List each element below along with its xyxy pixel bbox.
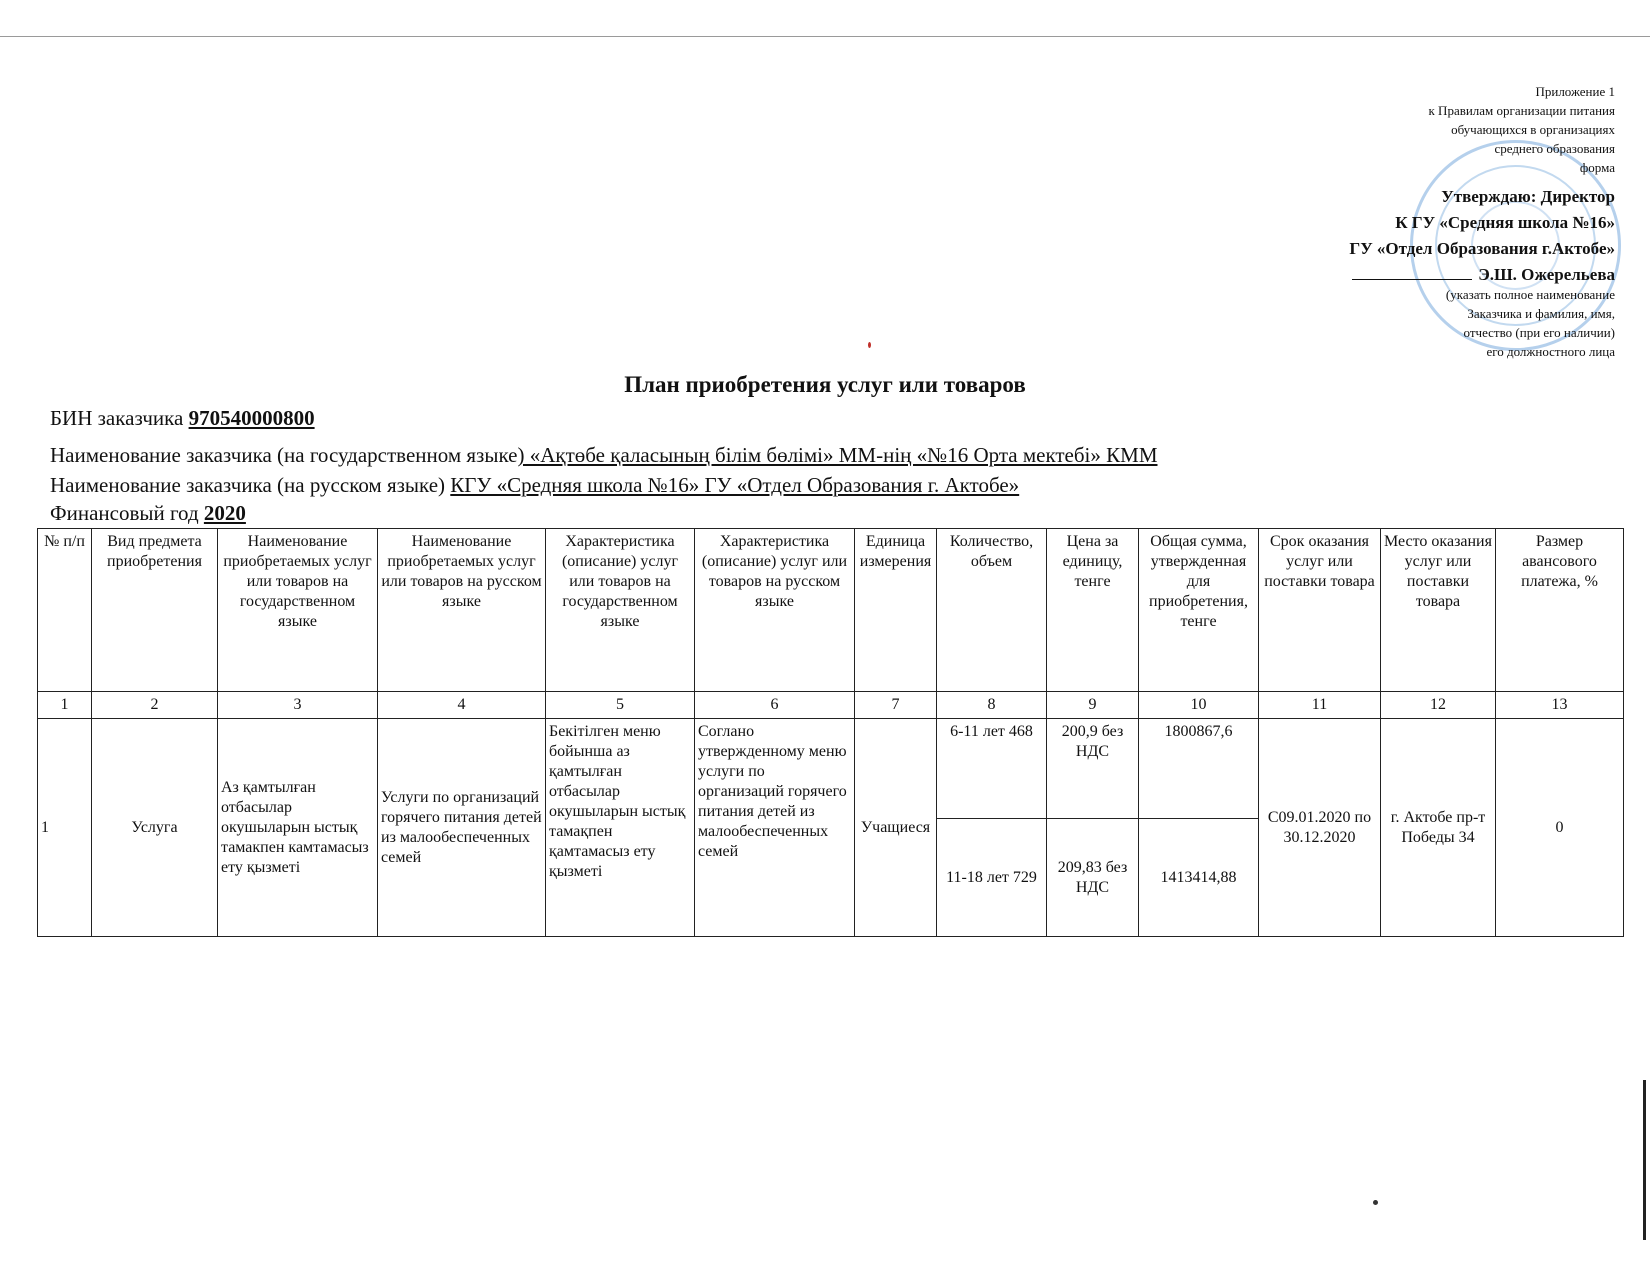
column-number: 11 [1259,692,1381,719]
approval-note-line: (указать полное наименование [1445,287,1615,302]
purchase-plan-table [37,528,1624,937]
name-kz: Аз қамтылған отбасылар окушыларын ыстық тамакпен камтамасыз ету қызметі [218,719,378,937]
signature-line [1352,279,1472,280]
approval-note-line: Заказчика и фамилия, имя, [1467,306,1615,321]
appendix-line: среднего образования [1494,141,1615,156]
approval-line: К ГУ «Средняя школа №16» [1395,213,1615,232]
header-cell: Единица измерения [855,529,937,692]
name-kz-label: Наименование заказчика (на государственном языке [50,443,518,467]
financial-year [50,499,246,527]
unit-price-1: 200,9 без НДС [1047,719,1139,819]
column-number: 2 [92,692,218,719]
customer-bin [50,404,315,432]
header-cell: Характеристика (описание) услуг или товаров на русском языке [695,529,855,692]
appendix-line: Приложение 1 [1535,84,1615,99]
header-cell: Характеристика (описание) услуг или товаров на государственном языке [546,529,695,692]
approval-note-line: его должностного лица [1486,344,1615,359]
name-kz-value: ) «Ақтөбе қаласының білім бөлімі» ММ-нің «№16 Орта мектебі» КММ [517,443,1158,467]
name-ru-label: Наименование заказчика (на русском языке) [50,473,446,497]
column-number: 7 [855,692,937,719]
column-number: 6 [695,692,855,719]
total-sum-2: 1413414,88 [1139,819,1259,937]
unit-price-2: 209,83 без НДС [1047,819,1139,937]
customer-name-ru [50,471,1019,499]
delivery-period: С09.01.2020 по 30.12.2020 [1259,719,1381,937]
header-cell: № п/п [38,529,92,692]
scan-top-edge [0,36,1650,37]
header-cell: Место оказания услуг или поставки товара [1381,529,1496,692]
row-number: 1 [38,719,92,937]
table-header-row [38,529,1624,692]
quantity-age-6-11: 6-11 лет 468 [937,719,1047,819]
advance-payment: 0 [1496,719,1624,937]
description-ru: Согланo утвержденному меню услуги по организаций горячего питания детей из малообеспеченных семей [695,719,855,937]
column-number: 8 [937,692,1047,719]
bin-label: БИН заказчика [50,406,184,430]
bin-value: 970540000800 [188,406,315,430]
signer-name: Э.Ш. Ожерельева [1478,265,1615,284]
name-ru: Услуги по организаций горячего питания детей из малообеспеченных семей [378,719,546,937]
column-number: 9 [1047,692,1139,719]
header-cell: Наименование приобретаемых услуг или товаров на русском языке [378,529,546,692]
appendix-line: к Правилам организации питания [1428,103,1615,118]
column-number: 4 [378,692,546,719]
header-cell: Вид предмета приобретения [92,529,218,692]
header-cell: Срок оказания услуг или поставки товара [1259,529,1381,692]
column-number: 1 [38,692,92,719]
header-cell: Цена за единицу, тенге [1047,529,1139,692]
header-cell: Количество, объем [937,529,1047,692]
year-value: 2020 [203,501,246,525]
header-cell: Размер авансового платежа, % [1496,529,1624,692]
column-number: 13 [1496,692,1624,719]
approval-line: Утверждаю: Директор [1441,187,1615,206]
scan-right-edge [1643,1080,1646,1240]
approval-note [1255,285,1615,361]
appendix-note [1255,82,1615,177]
scan-speck [1373,1200,1378,1205]
approval-note-line: отчество (при его наличии) [1463,325,1615,340]
name-ru-value: КГУ «Средняя школа №16» ГУ «Отдел Образования г. Актобе» [450,473,1020,497]
column-number-row [38,692,1624,719]
header-cell: Наименование приобретаемых услуг или товаров на государственном языке [218,529,378,692]
appendix-line: обучающихся в организациях [1451,122,1615,137]
total-sum-1: 1800867,6 [1139,719,1259,819]
customer-name-kz [50,441,1158,469]
column-number: 10 [1139,692,1259,719]
appendix-line: форма [1579,160,1615,175]
approval-block [1175,184,1615,288]
column-number: 3 [218,692,378,719]
approval-line: ГУ «Отдел Образования г.Актобе» [1349,239,1615,258]
header-cell: Общая сумма, утвержденная для приобретения, тенге [1139,529,1259,692]
scan-speck [868,342,871,348]
column-number: 5 [546,692,695,719]
quantity-age-11-18: 11-18 лет 729 [937,819,1047,937]
description-kz: Бекітілген меню бойынша аз қамтылған отбасылар окушыларын ыстық тамақпен қамтамасыз ету қызметі [546,719,695,937]
column-number: 12 [1381,692,1496,719]
year-label: Финансовый год [50,501,199,525]
delivery-place: г. Актобе пр-т Победы 34 [1381,719,1496,937]
table-row [38,719,1624,819]
purchase-type: Услуга [92,719,218,937]
document-title: План приобретения услуг или товаров [624,372,1026,397]
unit-of-measure: Учащиеся [855,719,937,937]
